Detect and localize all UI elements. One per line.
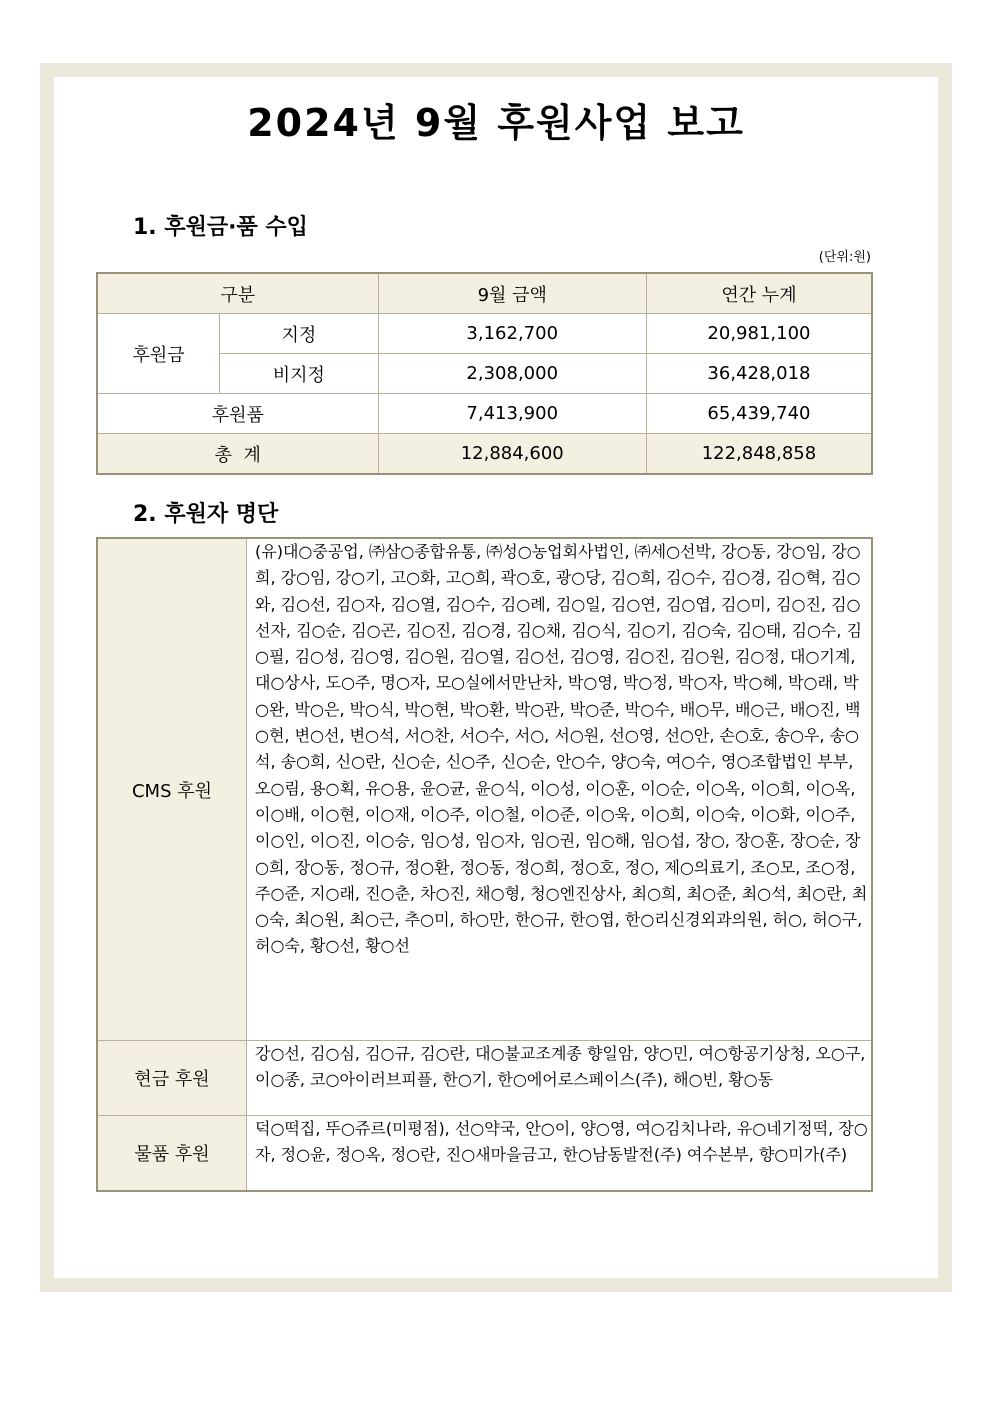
donor-table xyxy=(96,537,873,1192)
donor-row-cash xyxy=(97,1041,872,1116)
designated-month: 3,162,700 xyxy=(378,314,646,354)
income-row-goods xyxy=(97,394,872,434)
nondesignated-label: 비지정 xyxy=(220,354,378,394)
cms-names: (유)대○중공업, ㈜삼○종합유통, ㈜성○농업회사법인, ㈜세○선박, 강○동, 강○임, 강○희, 강○임, 강○기, 고○화, 고○희, 곽○호, 광○당, 김○희, 김○수, 김○경, 김○혁, 김○와, 김○선, 김○자, 김○열, 김○수, 김○례, 김○일, 김○연, 김○엽, 김○미, 김○진, 김○선자, 김○순, 김○곤, 김○진, 김○경, 김○채, 김○식, 김○기, 김○숙, 김○태, 김○수, 김○필, 김○성, 김○영, 김○원, 김○열, 김○선, 김○영, 김○진, 김○원, 김○정, 대○기계, 대○상사, 도○주, 명○자, 모○실에서만난차, 박○영, 박○정, 박○자, 박○혜, 박○래, 박○완, 박○은, 박○식, 박○현, 박○환, 박○관, 박○준, 박○수, 배○무, 배○근, 배○진, 백○현, 변○선, 변○석, 서○찬, 서○수, 서○, 서○원, 선○영, 선○안, 손○호, 송○우, 송○석, 송○희, 신○란, 신○순, 신○주, 신○순, 안○수, 양○숙, 여○수, 영○조합법인 부부, 오○림, 용○획, 유○용, 윤○균, 윤○식, 이○성, 이○훈, 이○순, 이○옥, 이○희, 이○옥, 이○배, 이○현, 이○재, 이○주, 이○철, 이○준, 이○욱, 이○희, 이○숙, 이○화, 이○주, 이○인, 이○진, 이○승, 임○성, 임○자, 임○권, 임○해, 임○섭, 장○, 장○훈, 장○순, 장○희, 장○동, 정○규, 정○환, 정○동, 정○희, 정○호, 정○, 제○의료기, 조○모, 조○정, 주○준, 지○래, 진○춘, 차○진, 채○형, 청○엔진상사, 최○희, 최○준, 최○석, 최○란, 최○숙, 최○원, 최○근, 추○미, 하○만, 한○규, 한○엽, 한○리신경외과의원, 허○, 허○구, 허○숙, 황○선, 황○선 xyxy=(247,538,873,1041)
income-header-row xyxy=(97,273,872,314)
header-category: 구분 xyxy=(97,273,378,314)
total-annual: 122,848,858 xyxy=(646,434,872,475)
nondesignated-month: 2,308,000 xyxy=(378,354,646,394)
cash-names: 강○선, 김○심, 김○규, 김○란, 대○불교조계종 향일암, 양○민, 여○항공기상청, 오○구, 이○종, 코○아이러브피플, 한○기, 한○에어로스페이스(주), 해○빈, 황○동 xyxy=(247,1041,873,1116)
total-label: 총 계 xyxy=(97,434,378,475)
goods-donor-label: 물품 후원 xyxy=(97,1116,247,1192)
donor-row-cms xyxy=(97,538,872,1041)
donation-label: 후원금 xyxy=(97,314,220,394)
income-row-total xyxy=(97,434,872,475)
goods-annual: 65,439,740 xyxy=(646,394,872,434)
designated-annual: 20,981,100 xyxy=(646,314,872,354)
designated-label: 지정 xyxy=(220,314,378,354)
report-title: 2024년 9월 후원사업 보고 xyxy=(247,101,745,145)
nondesignated-annual: 36,428,018 xyxy=(646,354,872,394)
donor-row-goods xyxy=(97,1116,872,1192)
header-annual: 연간 누계 xyxy=(646,273,872,314)
unit-label: (단위:원) xyxy=(818,250,871,265)
cms-label: CMS 후원 xyxy=(97,538,247,1041)
section-income-heading: 1. 후원금·품 수입 xyxy=(133,215,308,240)
goods-label: 후원품 xyxy=(97,394,378,434)
header-month: 9월 금액 xyxy=(378,273,646,314)
income-row-designated xyxy=(97,314,872,354)
goods-donor-names: 덕○떡집, 뚜○쥬르(미평점), 선○약국, 안○이, 양○영, 여○김치나라, 유○네기정떡, 장○자, 정○윤, 정○옥, 정○란, 진○새마을금고, 한○남동발전(주) 여수본부, 향○미가(주) xyxy=(247,1116,873,1192)
cash-label: 현금 후원 xyxy=(97,1041,247,1116)
section-donors-heading: 2. 후원자 명단 xyxy=(133,502,279,527)
income-table xyxy=(96,272,873,475)
total-month: 12,884,600 xyxy=(378,434,646,475)
goods-month: 7,413,900 xyxy=(378,394,646,434)
